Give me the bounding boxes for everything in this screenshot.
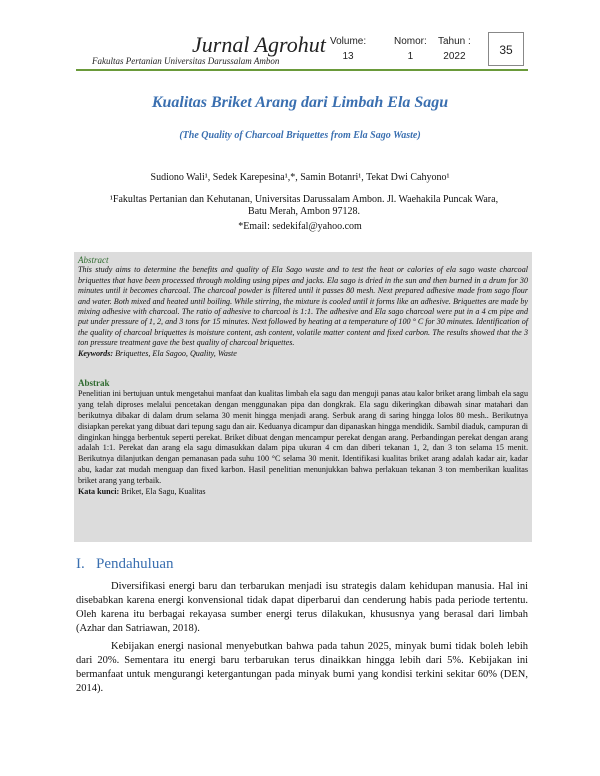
journal-header bbox=[92, 32, 522, 70]
abstract-english bbox=[74, 252, 532, 388]
intro-paragraph-2: Kebijakan energi nasional menyebutkan bahwa pada tahun 2025, minyak bumi tidak boleh lebih dari 20%. Sementara itu energi baru terbarukan terus dinaikkan hingga lebih dari 5%. Kebijakan ini bermanfaat untuk mengurangi ketergantungan pada minyak bumi yang kondisi terkini sekitar 60% (DEN, 2014). bbox=[76, 641, 528, 694]
number-info bbox=[394, 36, 427, 62]
keywords-line bbox=[78, 349, 528, 359]
year-value: 2022 bbox=[443, 51, 466, 62]
kata-kunci-line bbox=[78, 487, 528, 498]
number-value: 1 bbox=[407, 51, 414, 62]
page-number: 35 bbox=[488, 32, 524, 66]
article-subtitle: (The Quality of Charcoal Briquettes from Ela Sago Waste) bbox=[179, 130, 421, 141]
intro-paragraph-1: Diversifikasi energi baru dan terbarukan menjadi isu strategis dalam kehidupan manusia. Hal ini disebabkan karena energi konvensional tidak dapat diperbarui dan cenderung habis pada periode tertentu. Oleh karena itu berbagai rekayasa sumber energi terus dilakukan, khususnya yang berasal dari limbah (Azhar dan Satriawan, 2018). bbox=[76, 581, 528, 634]
abstract-heading: Abstract bbox=[78, 255, 109, 265]
abstract-indonesian bbox=[74, 374, 532, 542]
section-title: Pendahuluan bbox=[96, 556, 174, 572]
year-label: Tahun : bbox=[438, 36, 471, 47]
affiliation: ¹Fakultas Pertanian dan Kehutanan, Universitas Darussalam Ambon. Jl. Waehakila Puncak Wara, Batu Merah, Ambon 97128. bbox=[109, 194, 499, 217]
faculty-name: Fakultas Pertanian Universitas Darussalam Ambon bbox=[92, 56, 280, 66]
volume-label: Volume: bbox=[330, 36, 367, 47]
header-divider bbox=[76, 69, 528, 71]
volume-value: 13 bbox=[342, 51, 354, 62]
abstrak-heading: Abstrak bbox=[78, 378, 110, 388]
volume-info bbox=[330, 36, 366, 62]
keywords-label: Keywords: bbox=[78, 348, 114, 358]
keywords-value: Briquettes, Ela Sagoo, Quality, Waste bbox=[113, 348, 237, 358]
section-number: I. bbox=[76, 556, 85, 572]
article-title: Kualitas Briket Arang dari Limbah Ela Sagu bbox=[151, 94, 449, 111]
abstract-text: This study aims to determine the benefits and quality of Ela Sago waste and to test the heat or calories of ela sago waste charcoal briquettes that have been processed through molding using pipes and jacks. Ela sago is dried in the sun and then burned in a drum for 30 minutes until it becomes charcoal. The charcoal powder is filtered until it passes 80 mesh. Next prepared adhesive made from sago flour and water. Both mixed and heated until boiling. While stirring, the mixture is cooled until it forms like an adhesive. Briquettes are made by mixing adhesive with charcoal. The ratio of adhesive to charcoal is 1:1. The adhesive and Ela sago charcoal were put in a 4 cm pipe and put under pressure of 1, 2, and 3 tons for 15 minutes. Next followed by heating at a temperature of 100 ° C for 30 minutes. Identification of the quality of charcoal briquettes is moisture content, ash content, volatile matter content and fixed carbon. The results showed that the 3 ton pressure treatment gave the best quality of charcoal briquettes. bbox=[78, 265, 528, 348]
number-label: Nomor: bbox=[394, 36, 427, 47]
corresponding-email: *Email: sedekifal@yahoo.com bbox=[238, 221, 362, 232]
abstrak-text: Penelitian ini bertujuan untuk mengetahui manfaat dan kualitas limbah ela sagu dan menguji panas atau kalor briket arang limbah ela sagu yang telah diproses melalui pencetakan dengan menggunakan pipa dan dongkrak. Ela sagu dikeringkan dibawah sinar matahari dan berikutnya dibakar di dalam drum selama 30 menit hingga menjadi arang. Serbuk arang di saring hingga lolos 80 mesh.. Berikutnya disiapkan perekat yang dibuat dari tepung sagu dan air. Keduanya dicampur dan dipanaskan hingga mendidik. Sambil diaduk, campuran di dinginkan hingga berbentuk seperti perekat. Briket dibuat dengan mencampur perekat dengan arang. Perbandingan perekat dengan arang adalah 1:1. Perekat dan arang ela sagu dimasukkan dalam pipa ukuran 4 cm dan diberi tekanan 1, 2, dan 3 ton selama 15 menit. Berikutnya dilanjutkan dengan pemanasan pada suhu 100 °C selama 30 menit. Identifikasi kualitas briket arang adalah kadar air, kadar abu, kadar zat mudah menguap dan fixed karbon. Hasil penelitian menunjukkan bahwa perlakuan tekanan 3 ton memberikan kualitas briket arang yang terbaik. bbox=[78, 388, 528, 486]
author-list: Sudiono Wali¹, Sedek Karepesina¹,*, Samin Botanri¹, Tekat Dwi Cahyono¹ bbox=[150, 172, 450, 183]
kata-kunci-label: Kata kunci: bbox=[78, 487, 120, 497]
kata-kunci-value: Briket, Ela Sagu, Kualitas bbox=[119, 487, 206, 497]
journal-title: Jurnal Agrohut bbox=[192, 32, 326, 57]
section-heading bbox=[76, 556, 173, 573]
year-info bbox=[438, 36, 471, 62]
